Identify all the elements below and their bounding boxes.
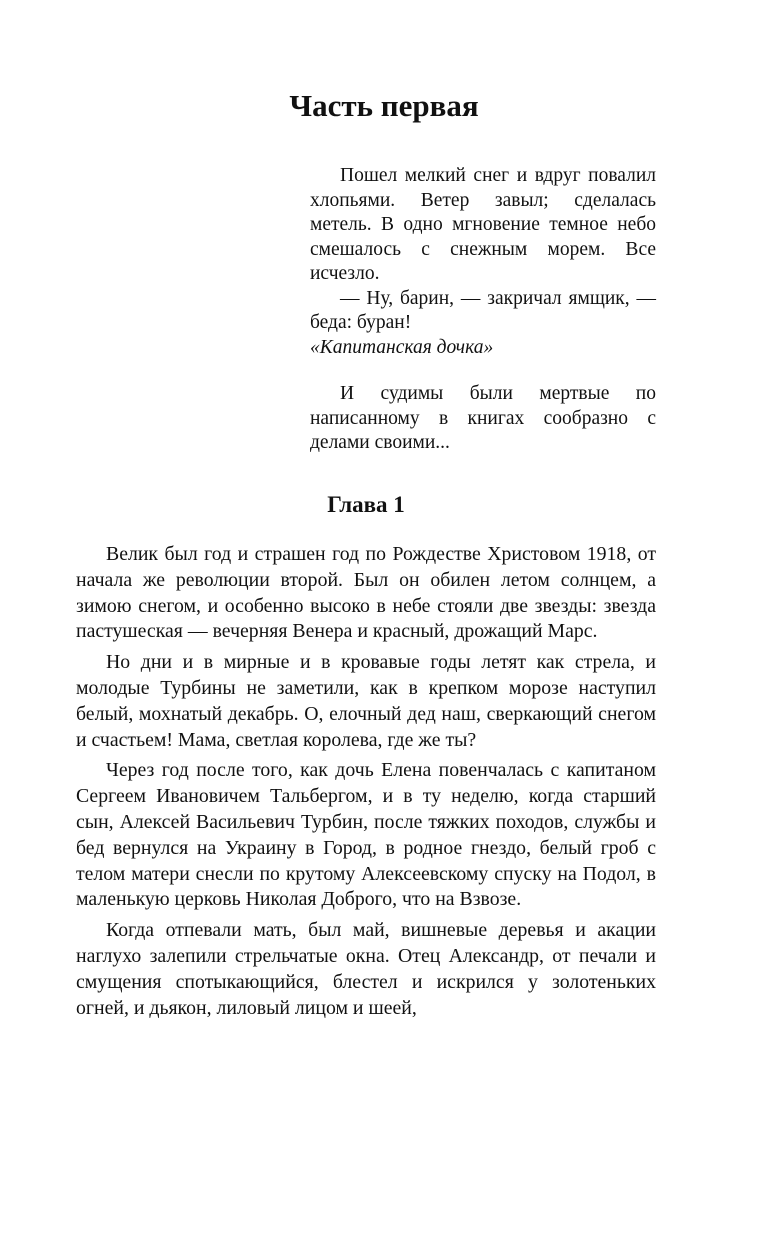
paragraph: Но дни и в мирные и в кровавые годы летят как стрела, и молодые Турбины не заметили, как в крепком морозе наступил белый, мохнатый декабрь. О, елочный дед наш, сверкающий снегом и счастьем! Мама, светлая королева, где же ты? [76,651,656,751]
chapter-title: Глава 1 [327,492,405,517]
paragraph: Через год после того, как дочь Елена повенчалась с капитаном Сергеем Ивановичем Тальбергом, и в ту неделю, когда старший сын, Алексей Васильевич Турбин, после тяжких походов, службы и бед вернулся на Украину в Город, в родное гнездо, белый гроб с телом матери снесли по крутому Алексеевскому спуску на Подол, в маленькую церковь Николая Доброго, что на Взвозе. [76,759,656,911]
paragraph: Велик был год и страшен год по Рождестве Христовом 1918, от начала же революции второй. Был он обилен летом солнцем, а зимою снегом, и особенно высоко в небе стояли две звезды: звезда пастушеская — вечерняя Венера и красный, дрожащий Марс. [76,543,656,643]
paragraph: Когда отпевали мать, был май, вишневые деревья и акации наглухо залепили стрельчатые окна. Отец Александр, от печали и смущения спотыкающийся, блестел и искрился у золотеньких огней, и дьякон, лиловый лицом и шеей, [76,919,656,1019]
epigraph-revelation [310,382,656,456]
epigraph-source: «Капитанская дочка» [310,336,494,358]
epigraph-captains-daughter [310,164,656,360]
epigraph-dialogue: — Ну, барин, — закричал ямщик, — беда: буран! [310,287,656,333]
epigraph-text: Пошел мелкий снег и вдруг повалил хлопьями. Ветер завыл; сделалась метель. В одно мгновение темное небо смешалось с снежным морем. Все исчезло. [310,165,656,284]
part-title: Часть первая [289,88,479,123]
chapter-body [76,542,656,1026]
epigraph-text: И судимы были мертвые по написанному в книгах сообразно с делами своими... [310,383,656,453]
